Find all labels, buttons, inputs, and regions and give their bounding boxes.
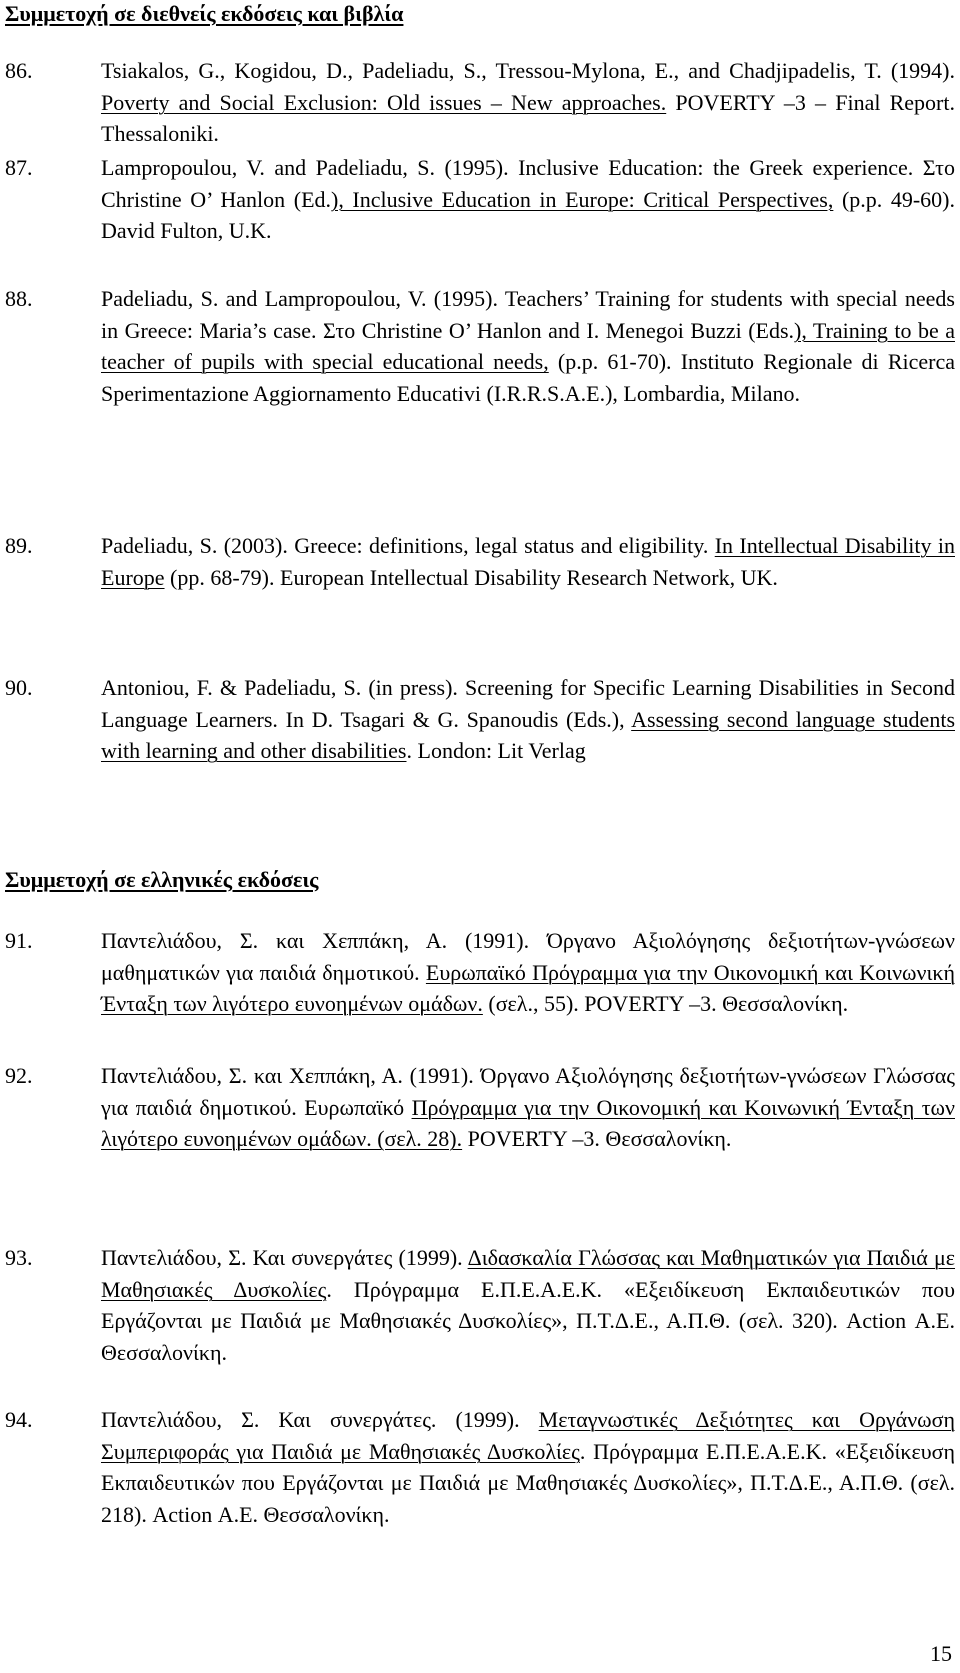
reference-title-segment: Ευρωπαϊκό Πρόγραμμα για την Οικονομική και Κοινωνική Ένταξη των λιγότερο ευνοημένων ομάδων. (101, 959, 955, 1017)
reference-number: 87. (5, 155, 33, 180)
section-heading-international: Συμμετοχή σε διεθνείς εκδόσεις και βιβλία (5, 1, 404, 26)
reference-text-segment: . Πρόγραμμα Ε.Π.Ε.Α.Ε.Κ. «Εξειδίκευση Εκπαιδευτικών που Εργάζονται με Παιδιά με Μαθησιακές Δυσκολίες», Π.Τ.Δ.Ε., Α.Π.Θ. (σελ. 218). Action Α.Ε. Θεσσαλονίκη. (101, 1438, 955, 1528)
reference-title-segment: Μεταγνωστικές Δεξιότητες και Οργάνωση Συμπεριφοράς για Παιδιά με Μαθησιακές Δυσκολίες (101, 1407, 955, 1464)
reference-text-segment: . London: Lit Verlag (406, 738, 586, 764)
reference-item (5, 55, 955, 150)
page-number: 15 (930, 1641, 952, 1666)
reference-item (5, 1242, 955, 1369)
reference-item (5, 152, 955, 247)
reference-text-segment: POVERTY –3. Θεσσαλονίκη. (462, 1126, 732, 1152)
reference-text-segment: POVERTY –3 – Final Report. Thessaloniki. (101, 89, 955, 147)
reference-item (5, 530, 955, 593)
reference-title-segment: Διδασκαλία Γλώσσας και Μαθηματικών για Παιδιά με Μαθησιακές Δυσκολίες (101, 1245, 956, 1302)
reference-text-segment: Παντελιάδου, Σ. Και συνεργάτες. (1999). (101, 1407, 539, 1432)
reference-number: 86. (5, 58, 33, 83)
reference-text-segment: . Πρόγραμμα Ε.Π.Ε.Α.Ε.Κ. «Εξειδίκευση Εκπαιδευτικών που Εργάζονται με Παιδιά με Μαθησιακές Δυσκολίες», Π.Τ.Δ.Ε., Α.Π.Θ. (σελ. 320). Action Α.Ε. Θεσσαλονίκη. (101, 1276, 955, 1366)
reference-title-segment: Assessing second language students with learning and other disabilities (101, 706, 955, 764)
reference-title-segment: Πρόγραμμα για την Οικονομική και Κοινωνική Ένταξη των λιγότερο ευνοημένων ομάδων. (σελ. 28). (101, 1094, 955, 1152)
reference-text-segment: (p.p. 49-60). David Fulton, U.K. (101, 186, 955, 244)
reference-number: 92. (5, 1063, 33, 1088)
reference-number: 94. (5, 1407, 33, 1432)
reference-number: 90. (5, 675, 33, 700)
reference-text-segment: Tsiakalos, G., Kogidou, D., Padeliadu, S., Tressou-Mylona, E., and Chadjipadelis, T. (1994). (101, 58, 955, 83)
reference-item (5, 1404, 955, 1531)
reference-number: 91. (5, 928, 33, 953)
reference-item (5, 283, 955, 410)
reference-text-segment: Παντελιάδου, Σ. Και συνεργάτες (1999). (101, 1245, 468, 1270)
reference-text-segment: (p.p. 61-70). Instituto Regionale di Ricerca Sperimentazione Aggiornamento Educativi (I.R.R.S.A.E.), Lombardia, Milano. (101, 349, 955, 407)
reference-number: 88. (5, 286, 33, 311)
reference-text-segment: (σελ., 55). POVERTY –3. Θεσσαλονίκη. (482, 991, 849, 1017)
section-heading-greek: Συμμετοχή σε ελληνικές εκδόσεις (5, 867, 319, 892)
reference-item (5, 925, 955, 1020)
reference-text-segment: Padeliadu, S. and Lampropoulou, V. (1995). Teachers’ Training for students with special needs in Greece: Maria’s case. Στο Christine O’ Hanlon and I. Menegoi Buzzi (Eds. (101, 286, 955, 343)
reference-item (5, 1060, 955, 1155)
reference-item (5, 672, 955, 767)
reference-title-segment: ), Training to be a teacher of pupils with special educational needs, (101, 317, 955, 375)
reference-text-segment: Παντελιάδου, Σ. και Χεππάκη, Α. (1991). Όργανο Αξιολόγησης δεξιοτήτων-γνώσεων Γλώσσας για παιδιά δημοτικού. Ευρωπαϊκό (101, 1063, 955, 1120)
reference-text-segment: Padeliadu, S. (2003). Greece: definitions, legal status and eligibility. (101, 533, 715, 558)
reference-number: 93. (5, 1245, 33, 1270)
reference-text-segment: Lampropoulou, V. and Padeliadu, S. (1995). Inclusive Education: the Greek experience. Στο Christine O’ Hanlon (Ed. (101, 155, 955, 212)
reference-title-segment: Poverty and Social Exclusion: Old issues – New approaches. (101, 89, 667, 115)
reference-text-segment: Antoniou, F. & Padeliadu, S. (in press). Screening for Specific Learning Disabilities in Second Language Learners. In D. Tsagari & G. Spanoudis (Eds.), (101, 675, 955, 732)
reference-text-segment: (pp. 68-79). European Intellectual Disability Research Network, UK. (164, 564, 778, 590)
reference-title-segment: In Intellectual Disability in Europe (101, 533, 955, 590)
reference-text-segment: Παντελιάδου, Σ. και Χεππάκη, Α. (1991). Όργανο Αξιολόγησης δεξιοτήτων-γνώσεων μαθηματικών για παιδιά δημοτικού. (101, 928, 955, 985)
reference-title-segment: ), Inclusive Education in Europe: Critical Perspectives, (331, 186, 834, 212)
reference-number: 89. (5, 533, 33, 558)
